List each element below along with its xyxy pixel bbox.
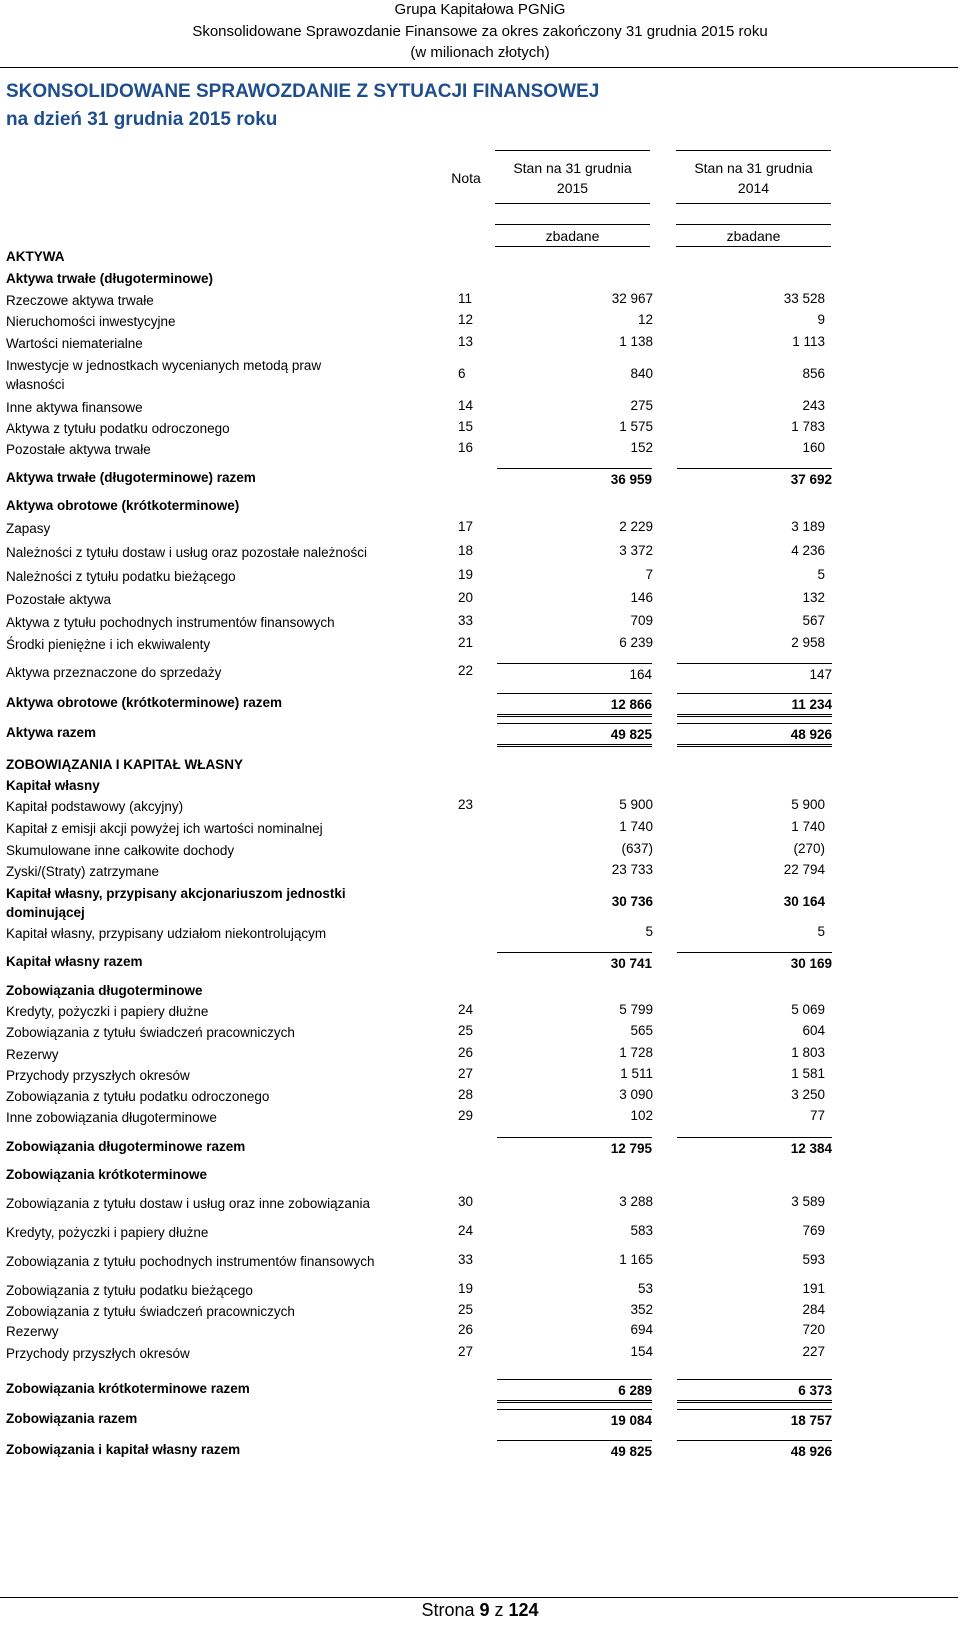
row-label: Aktywa przeznaczone do sprzedaży bbox=[6, 665, 222, 680]
value-2014: (270) bbox=[793, 841, 825, 856]
value-2015: 152 bbox=[630, 440, 653, 455]
row-note: 11 bbox=[458, 291, 473, 306]
section-heading: Aktywa obrotowe (krótkoterminowe) bbox=[6, 498, 240, 513]
value-2015: 5 900 bbox=[619, 797, 653, 812]
value-2014: 30 164 bbox=[783, 894, 825, 909]
row-label: Pozostałe aktywa bbox=[6, 592, 112, 607]
row-label: Zapasy bbox=[6, 521, 51, 536]
value-2015: 5 799 bbox=[619, 1002, 653, 1017]
row-label: Kredyty, pożyczki i papiery dłużne bbox=[6, 1004, 209, 1019]
value-2015: 1 740 bbox=[619, 819, 653, 834]
row-note: 23 bbox=[458, 797, 474, 812]
row-label: Inne zobowiązania długoterminowe bbox=[6, 1110, 217, 1125]
value-2014: 856 bbox=[802, 366, 825, 381]
row-note: 21 bbox=[458, 635, 474, 650]
value-2014: 147 bbox=[677, 663, 832, 684]
column-1-header-rule bbox=[495, 203, 650, 204]
section-heading: Zobowiązania krótkoterminowe bbox=[6, 1167, 208, 1182]
value-2014: 5 bbox=[817, 567, 825, 582]
row-note: 28 bbox=[458, 1087, 474, 1102]
value-2014: 5 bbox=[817, 924, 825, 939]
value-2015: 49 825 bbox=[497, 723, 652, 747]
row-label: Inne aktywa finansowe bbox=[6, 400, 143, 415]
row-label: Aktywa z tytułu pochodnych instrumentów finansowych bbox=[6, 615, 335, 630]
value-2015: 36 959 bbox=[497, 468, 652, 489]
row-label: Kapitał własny, przypisany udziałom niekontrolującym bbox=[6, 926, 327, 941]
row-note: 30 bbox=[458, 1194, 474, 1209]
page-subtitle: na dzień 31 grudnia 2015 roku bbox=[6, 109, 278, 130]
value-2014: 48 926 bbox=[677, 723, 832, 747]
value-2015: 32 967 bbox=[611, 291, 653, 306]
row-label: Aktywa obrotowe (krótkoterminowe) razem bbox=[6, 695, 283, 710]
column-2-header-rule bbox=[676, 203, 831, 204]
value-2015: 12 bbox=[637, 312, 653, 327]
row-note: 22 bbox=[458, 663, 474, 678]
row-label: Skumulowane inne całkowite dochody bbox=[6, 843, 235, 858]
column-1-audit-top-rule bbox=[495, 224, 650, 225]
row-label: Aktywa z tytułu podatku odroczonego bbox=[6, 421, 230, 436]
column-1-audit-bottom-rule bbox=[495, 246, 650, 247]
row-note: 19 bbox=[458, 1281, 474, 1296]
row-label: Zobowiązania z tytułu dostaw i usług oraz inne zobowiązania bbox=[6, 1196, 370, 1211]
row-note: 25 bbox=[458, 1302, 474, 1317]
page-footer-prefix: Strona bbox=[421, 1600, 480, 1620]
row-label: Przychody przyszłych okresów bbox=[6, 1068, 190, 1083]
row-note: 20 bbox=[458, 590, 474, 605]
row-label: Wartości niematerialne bbox=[6, 336, 143, 351]
section-heading: AKTYWA bbox=[6, 249, 65, 264]
page-number: 9 bbox=[479, 1600, 490, 1620]
value-2015: 1 511 bbox=[620, 1066, 653, 1081]
value-2014: 284 bbox=[802, 1302, 825, 1317]
value-2015: 1 138 bbox=[619, 334, 653, 349]
row-label: Należności z tytułu podatku bieżącego bbox=[6, 569, 236, 584]
value-2014: 160 bbox=[802, 440, 825, 455]
row-label: Inwestycje w jednostkach wycenianych metodą praw własności bbox=[6, 358, 322, 392]
value-2014: 48 926 bbox=[677, 1440, 832, 1461]
row-note: 17 bbox=[458, 519, 474, 534]
value-2015: 6 289 bbox=[497, 1379, 652, 1403]
value-2015: 23 733 bbox=[611, 862, 653, 877]
value-2014: 3 250 bbox=[791, 1087, 825, 1102]
value-2015: 30 736 bbox=[611, 894, 653, 909]
section-heading: ZOBOWIĄZANIA I KAPITAŁ WŁASNY bbox=[6, 757, 243, 772]
row-note: 25 bbox=[458, 1023, 474, 1038]
value-2014: 227 bbox=[802, 1344, 825, 1359]
value-2014: 1 581 bbox=[791, 1066, 825, 1081]
row-note: 13 bbox=[458, 334, 474, 349]
value-2015: 5 bbox=[645, 924, 653, 939]
page-footer bbox=[0, 1600, 960, 1621]
header-divider bbox=[0, 67, 958, 68]
value-2014: 11 234 bbox=[677, 693, 832, 717]
column-audit-status-2014: zbadane bbox=[726, 228, 781, 244]
row-note: 29 bbox=[458, 1108, 474, 1123]
value-2014: 191 bbox=[802, 1281, 825, 1296]
value-2014: 77 bbox=[809, 1108, 825, 1123]
page-title: SKONSOLIDOWANE SPRAWOZDANIE Z SYTUACJI FINANSOWEJ bbox=[6, 81, 600, 102]
value-2014: 132 bbox=[802, 590, 825, 605]
row-note: 27 bbox=[458, 1066, 474, 1081]
page-footer-separator: z bbox=[489, 1600, 509, 1620]
row-note: 24 bbox=[458, 1002, 474, 1017]
row-label: Aktywa razem bbox=[6, 725, 97, 740]
column-header-2015-line2: 2015 bbox=[556, 180, 589, 196]
row-note: 14 bbox=[458, 398, 474, 413]
column-header-2015 bbox=[495, 158, 650, 198]
value-2015: 12 866 bbox=[497, 693, 652, 717]
column-header-2014 bbox=[676, 158, 831, 198]
row-label: Zobowiązania z tytułu pochodnych instrumentów finansowych bbox=[6, 1254, 375, 1269]
page-total: 124 bbox=[508, 1600, 539, 1620]
row-label: Zobowiązania z tytułu podatku bieżącego bbox=[6, 1283, 253, 1298]
value-2015: 709 bbox=[630, 613, 653, 628]
value-2015: 49 825 bbox=[497, 1440, 652, 1461]
row-label: Kredyty, pożyczki i papiery dłużne bbox=[6, 1225, 209, 1240]
value-2014: 769 bbox=[802, 1223, 825, 1238]
row-label: Zobowiązania z tytułu podatku odroczonego bbox=[6, 1089, 270, 1104]
row-label: Zobowiązania i kapitał własny razem bbox=[6, 1442, 241, 1457]
row-label: Rezerwy bbox=[6, 1047, 59, 1062]
value-2014: 5 900 bbox=[791, 797, 825, 812]
value-2014: 1 740 bbox=[791, 819, 825, 834]
value-2014: 12 384 bbox=[677, 1137, 832, 1158]
value-2015: 2 229 bbox=[619, 519, 653, 534]
column-2-top-rule bbox=[676, 150, 831, 151]
row-label: Aktywa trwałe (długoterminowe) razem bbox=[6, 470, 256, 485]
value-2014: 2 958 bbox=[791, 635, 825, 650]
value-2014: 243 bbox=[802, 398, 825, 413]
row-label: Rzeczowe aktywa trwałe bbox=[6, 293, 154, 308]
value-2014: 37 692 bbox=[677, 468, 832, 489]
value-2015: 583 bbox=[630, 1223, 653, 1238]
value-2015: 275 bbox=[630, 398, 653, 413]
value-2014: 22 794 bbox=[783, 862, 825, 877]
section-heading: Aktywa trwałe (długoterminowe) bbox=[6, 271, 214, 286]
value-2015: (637) bbox=[621, 841, 653, 856]
row-label: Należności z tytułu dostaw i usług oraz pozostałe należności bbox=[6, 545, 367, 560]
row-label: Rezerwy bbox=[6, 1324, 59, 1339]
row-note: 18 bbox=[458, 543, 474, 558]
column-1-top-rule bbox=[495, 150, 650, 151]
row-note: 33 bbox=[458, 1252, 474, 1267]
value-2014: 567 bbox=[802, 613, 825, 628]
value-2015: 694 bbox=[630, 1322, 653, 1337]
row-label: Zobowiązania krótkoterminowe razem bbox=[6, 1381, 250, 1396]
value-2015: 6 239 bbox=[619, 635, 653, 650]
value-2014: 604 bbox=[802, 1023, 825, 1038]
value-2014: 3 589 bbox=[791, 1194, 825, 1209]
value-2014: 33 528 bbox=[783, 291, 825, 306]
row-label: Zobowiązania razem bbox=[6, 1411, 138, 1426]
row-label: Zobowiązania długoterminowe razem bbox=[6, 1139, 246, 1154]
row-label: Zyski/(Straty) zatrzymane bbox=[6, 864, 160, 879]
value-2015: 164 bbox=[497, 663, 652, 684]
value-2015: 7 bbox=[645, 567, 653, 582]
row-label: Kapitał własny razem bbox=[6, 954, 143, 969]
row-note: 24 bbox=[458, 1223, 474, 1238]
value-2015: 3 372 bbox=[619, 543, 653, 558]
value-2015: 53 bbox=[637, 1281, 653, 1296]
value-2015: 102 bbox=[630, 1108, 653, 1123]
row-label: Zobowiązania z tytułu świadczeń pracowniczych bbox=[6, 1304, 295, 1319]
value-2014: 6 373 bbox=[677, 1379, 832, 1403]
row-label: Kapitał z emisji akcji powyżej ich wartości nominalnej bbox=[6, 821, 323, 836]
row-label: Nieruchomości inwestycyjne bbox=[6, 314, 176, 329]
value-2015: 1 165 bbox=[619, 1252, 653, 1267]
value-2014: 9 bbox=[817, 312, 825, 327]
value-2015: 154 bbox=[630, 1344, 653, 1359]
value-2014: 4 236 bbox=[791, 543, 825, 558]
row-note: 26 bbox=[458, 1322, 474, 1337]
row-label: Kapitał podstawowy (akcyjny) bbox=[6, 799, 184, 814]
report-header-company: Grupa Kapitałowa PGNiG bbox=[394, 1, 566, 18]
value-2015: 565 bbox=[630, 1023, 653, 1038]
row-label: Środki pieniężne i ich ekwiwalenty bbox=[6, 637, 211, 652]
column-audit-status-2015: zbadane bbox=[545, 228, 600, 244]
row-note: 19 bbox=[458, 567, 474, 582]
row-label: Przychody przyszłych okresów bbox=[6, 1346, 190, 1361]
value-2015: 19 084 bbox=[497, 1409, 652, 1430]
value-2015: 146 bbox=[630, 590, 653, 605]
row-note: 33 bbox=[458, 613, 474, 628]
value-2015: 1 575 bbox=[619, 419, 653, 434]
column-2-audit-top-rule bbox=[676, 224, 831, 225]
row-label: Zobowiązania z tytułu świadczeń pracowniczych bbox=[6, 1025, 295, 1040]
value-2014: 720 bbox=[802, 1322, 825, 1337]
column-2-audit-bottom-rule bbox=[676, 246, 831, 247]
value-2015: 840 bbox=[630, 366, 653, 381]
value-2014: 1 113 bbox=[792, 334, 825, 349]
value-2015: 1 728 bbox=[619, 1045, 653, 1060]
value-2015: 3 090 bbox=[619, 1087, 653, 1102]
row-note: 15 bbox=[458, 419, 474, 434]
row-note: 12 bbox=[458, 312, 474, 327]
row-note: 16 bbox=[458, 440, 474, 455]
value-2015: 12 795 bbox=[497, 1137, 652, 1158]
row-label: Kapitał własny, przypisany akcjonariuszom jednostki dominującej bbox=[6, 886, 346, 920]
section-heading: Kapitał własny bbox=[6, 778, 100, 793]
value-2014: 3 189 bbox=[791, 519, 825, 534]
value-2015: 30 741 bbox=[497, 952, 652, 973]
row-note: 27 bbox=[458, 1344, 474, 1359]
value-2014: 1 803 bbox=[791, 1045, 825, 1060]
column-header-2014-line2: 2014 bbox=[737, 180, 770, 196]
section-heading: Zobowiązania długoterminowe bbox=[6, 983, 203, 998]
value-2014: 5 069 bbox=[791, 1002, 825, 1017]
column-header-2015-line1: Stan na 31 grudnia bbox=[513, 160, 632, 176]
report-header-subtitle: Skonsolidowane Sprawozdanie Finansowe za okres zakończony 31 grudnia 2015 roku bbox=[192, 23, 768, 40]
value-2014: 593 bbox=[802, 1252, 825, 1267]
value-2014: 30 169 bbox=[677, 952, 832, 973]
value-2015: 3 288 bbox=[619, 1194, 653, 1209]
value-2014: 1 783 bbox=[791, 419, 825, 434]
column-header-2014-line1: Stan na 31 grudnia bbox=[694, 160, 813, 176]
row-note: 6 bbox=[458, 366, 466, 381]
row-label: Pozostałe aktywa trwałe bbox=[6, 442, 151, 457]
column-header-nota: Nota bbox=[451, 170, 481, 186]
report-header-units: (w milionach złotych) bbox=[410, 44, 550, 61]
footer-divider bbox=[0, 1597, 958, 1598]
row-note: 26 bbox=[458, 1045, 474, 1060]
value-2014: 18 757 bbox=[677, 1409, 832, 1430]
value-2015: 352 bbox=[630, 1302, 653, 1317]
